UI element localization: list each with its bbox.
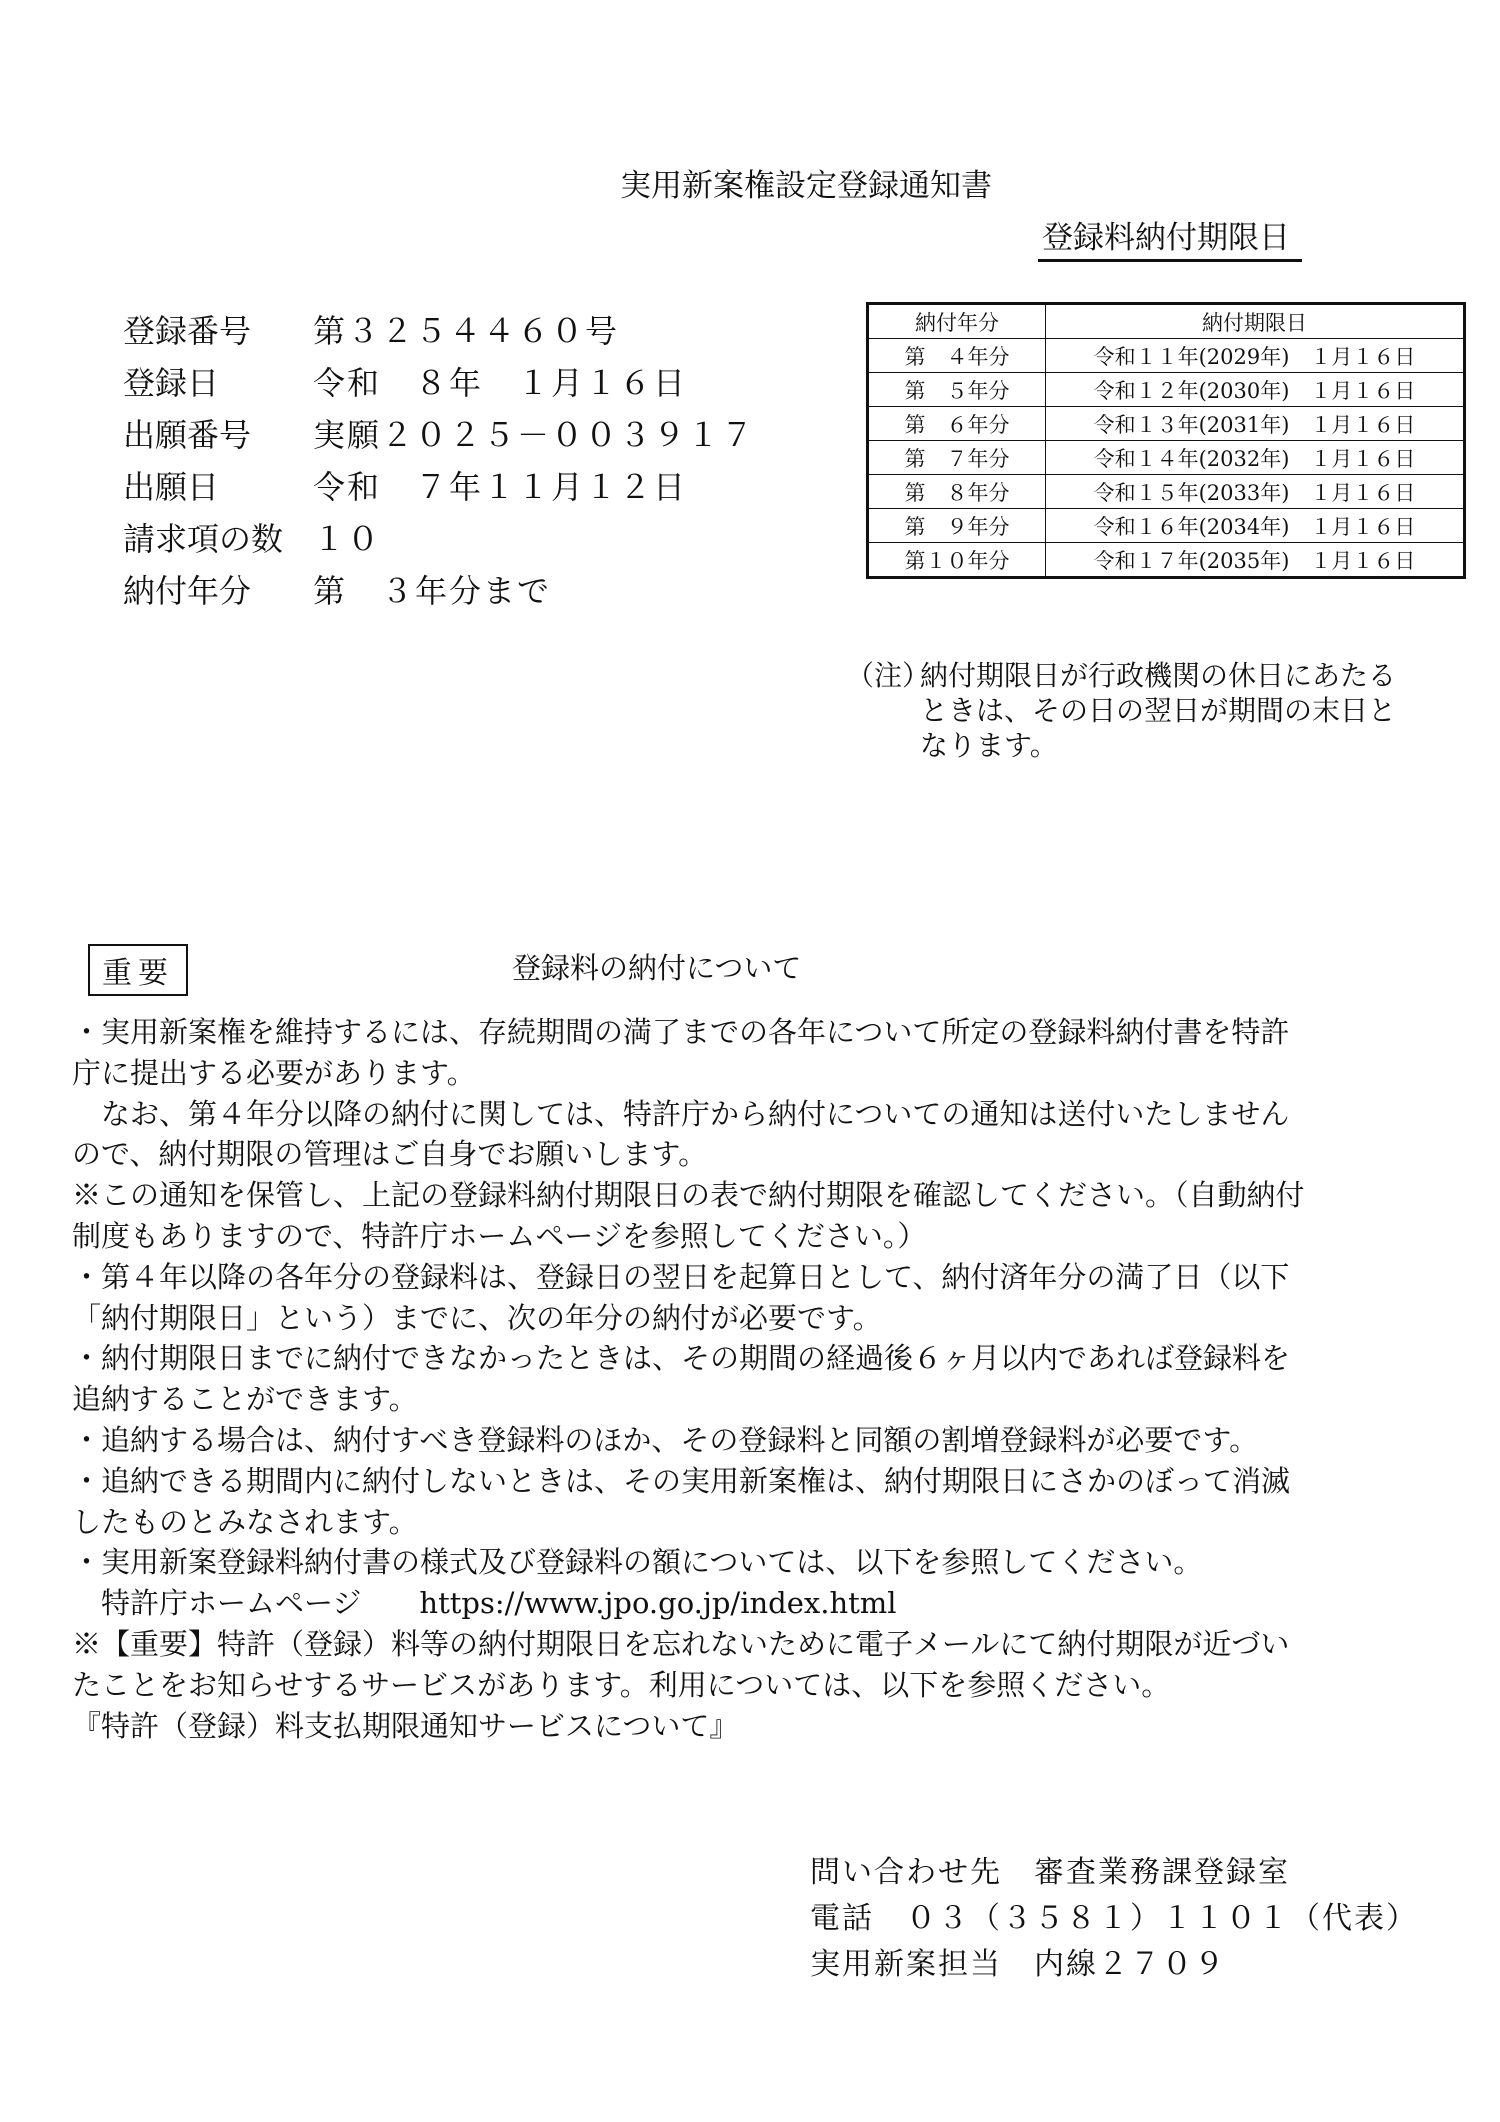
body-line: 「納付期限日」という）までに、次の年分の納付が必要です。 — [72, 1300, 882, 1335]
contact-phone: 電話 ０３（３５８１）１１０１（代表） — [810, 1901, 1418, 1936]
info-row-paid-years — [123, 565, 755, 617]
table-cell-deadline: 令和１４年(2032年) １月１６日 — [1046, 441, 1465, 475]
column-header-year: 納付年分 — [868, 304, 1046, 339]
info-value: １０ — [313, 520, 382, 558]
document-title: 実用新案権設定登録通知書 — [620, 168, 992, 204]
body-line: ので、納付期限の管理はご自身でお願いします。 — [72, 1137, 708, 1172]
table-cell-year: 第 ８年分 — [868, 475, 1046, 509]
table-cell-year: 第１０年分 — [868, 543, 1046, 578]
table-cell-deadline: 令和１１年(2029年) １月１６日 — [1046, 339, 1465, 373]
body-line-notification-service: 『特許（登録）料支払期限通知サービスについて』 — [72, 1708, 739, 1743]
info-value: 令和 ７年１１月１２日 — [313, 468, 688, 506]
note-prefix: （注） — [846, 659, 931, 692]
table-row — [868, 339, 1465, 373]
table-cell-deadline: 令和１３年(2031年) １月１６日 — [1046, 407, 1465, 441]
info-label: 出願番号 — [123, 416, 252, 454]
contact-office: 問い合わせ先 審査業務課登録室 — [810, 1855, 1290, 1890]
body-line: ・納付期限日までに納付できなかったときは、その期間の経過後６ヶ月以内であれば登録料を — [72, 1341, 1291, 1376]
table-cell-deadline: 令和１６年(2034年) １月１６日 — [1046, 509, 1465, 543]
note-line: なります。 — [920, 729, 1058, 762]
body-line: 追納することができます。 — [72, 1382, 418, 1417]
contact-info — [810, 1850, 1418, 1988]
info-row-registration-date — [123, 357, 755, 409]
table-row — [868, 373, 1465, 407]
body-line: ※【重要】特許（登録）料等の納付期限日を忘れないために電子メールにて納付期限が近づい — [72, 1626, 1290, 1661]
body-line: たことをお知らせするサービスがあります。利用については、以下を参照ください。 — [72, 1667, 1171, 1702]
deadline-heading: 登録料納付期限日 — [1038, 212, 1302, 262]
table-cell-deadline: 令和１７年(2035年) １月１６日 — [1046, 543, 1465, 578]
body-line: ・実用新案権を維持するには、存続期間の満了までの各年について所定の登録料納付書を特許 — [72, 1015, 1290, 1049]
info-row-registration-number — [123, 305, 755, 357]
body-line: ・実用新案登録料納付書の様式及び登録料の額については、以下を参照してください。 — [72, 1545, 1203, 1580]
body-line: ・第４年以降の各年分の登録料は、登録日の翌日を起算日として、納付済年分の満了日（以下 — [72, 1259, 1290, 1294]
info-row-claim-count — [123, 513, 755, 565]
info-row-application-date — [123, 461, 755, 513]
info-value: 実願２０２５－００３９１７ — [313, 416, 756, 454]
info-label: 登録番号 — [123, 312, 252, 350]
info-value: 第３２５４４６０号 — [313, 312, 620, 350]
info-row-application-number — [123, 409, 755, 461]
table-cell-year: 第 ７年分 — [868, 441, 1046, 475]
table-cell-deadline: 令和１２年(2030年) １月１６日 — [1046, 373, 1465, 407]
body-line: 制度もありますので、特許庁ホームページを参照してください。） — [72, 1218, 927, 1253]
body-line: ・追納できる期間内に納付しないときは、その実用新案権は、納付期限日にさかのぼって消滅 — [72, 1463, 1291, 1498]
holiday-note — [846, 658, 1397, 762]
table-row — [868, 543, 1465, 578]
table-cell-deadline: 令和１５年(2033年) １月１６日 — [1046, 475, 1465, 509]
table-row — [868, 407, 1465, 441]
note-line: ときは、その日の翌日が期間の末日と — [920, 694, 1397, 727]
table-row — [868, 509, 1465, 543]
body-line: なお、第４年分以降の納付に関しては、特許庁から納付についての通知は送付いたしません — [72, 1096, 1290, 1131]
body-line: 庁に提出する必要があります。 — [72, 1055, 476, 1090]
table-cell-year: 第 ５年分 — [868, 373, 1046, 407]
registration-info — [123, 305, 755, 617]
table-row — [868, 475, 1465, 509]
body-line: ・追納する場合は、納付すべき登録料のほか、その登録料と同額の割増登録料が必要です。 — [72, 1422, 1259, 1457]
table-cell-year: 第 ４年分 — [868, 339, 1046, 373]
body-line-homepage-link[interactable]: 特許庁ホームページ https://www.jpo.go.jp/index.html — [72, 1586, 897, 1621]
info-label: 請求項の数 — [123, 520, 284, 558]
table-cell-year: 第 ６年分 — [868, 407, 1046, 441]
contact-extension: 実用新案担当 内線２７０９ — [810, 1947, 1226, 1982]
section-title: 登録料の納付について — [512, 951, 802, 985]
info-label: 出願日 — [123, 468, 220, 506]
column-header-deadline: 納付期限日 — [1046, 304, 1465, 339]
note-line: 納付期限日が行政機関の休日にあたる — [920, 659, 1397, 692]
payment-deadline-table — [866, 302, 1466, 579]
note-body — [920, 658, 1460, 763]
table-row — [868, 441, 1465, 475]
info-label: 登録日 — [123, 364, 220, 402]
table-cell-year: 第 ９年分 — [868, 509, 1046, 543]
info-value: 第 ３年分まで — [313, 572, 552, 610]
body-line: したものとみなされます。 — [72, 1504, 418, 1539]
payment-instructions — [72, 1012, 1432, 1746]
info-label: 納付年分 — [123, 572, 252, 610]
important-badge: 重要 — [88, 944, 188, 996]
table-header-row — [868, 304, 1465, 339]
info-value: 令和 ８年 １月１６日 — [313, 364, 688, 402]
body-line: ※この通知を保管し、上記の登録料納付期限日の表で納付期限を確認してください。（自動納付 — [72, 1178, 1305, 1213]
